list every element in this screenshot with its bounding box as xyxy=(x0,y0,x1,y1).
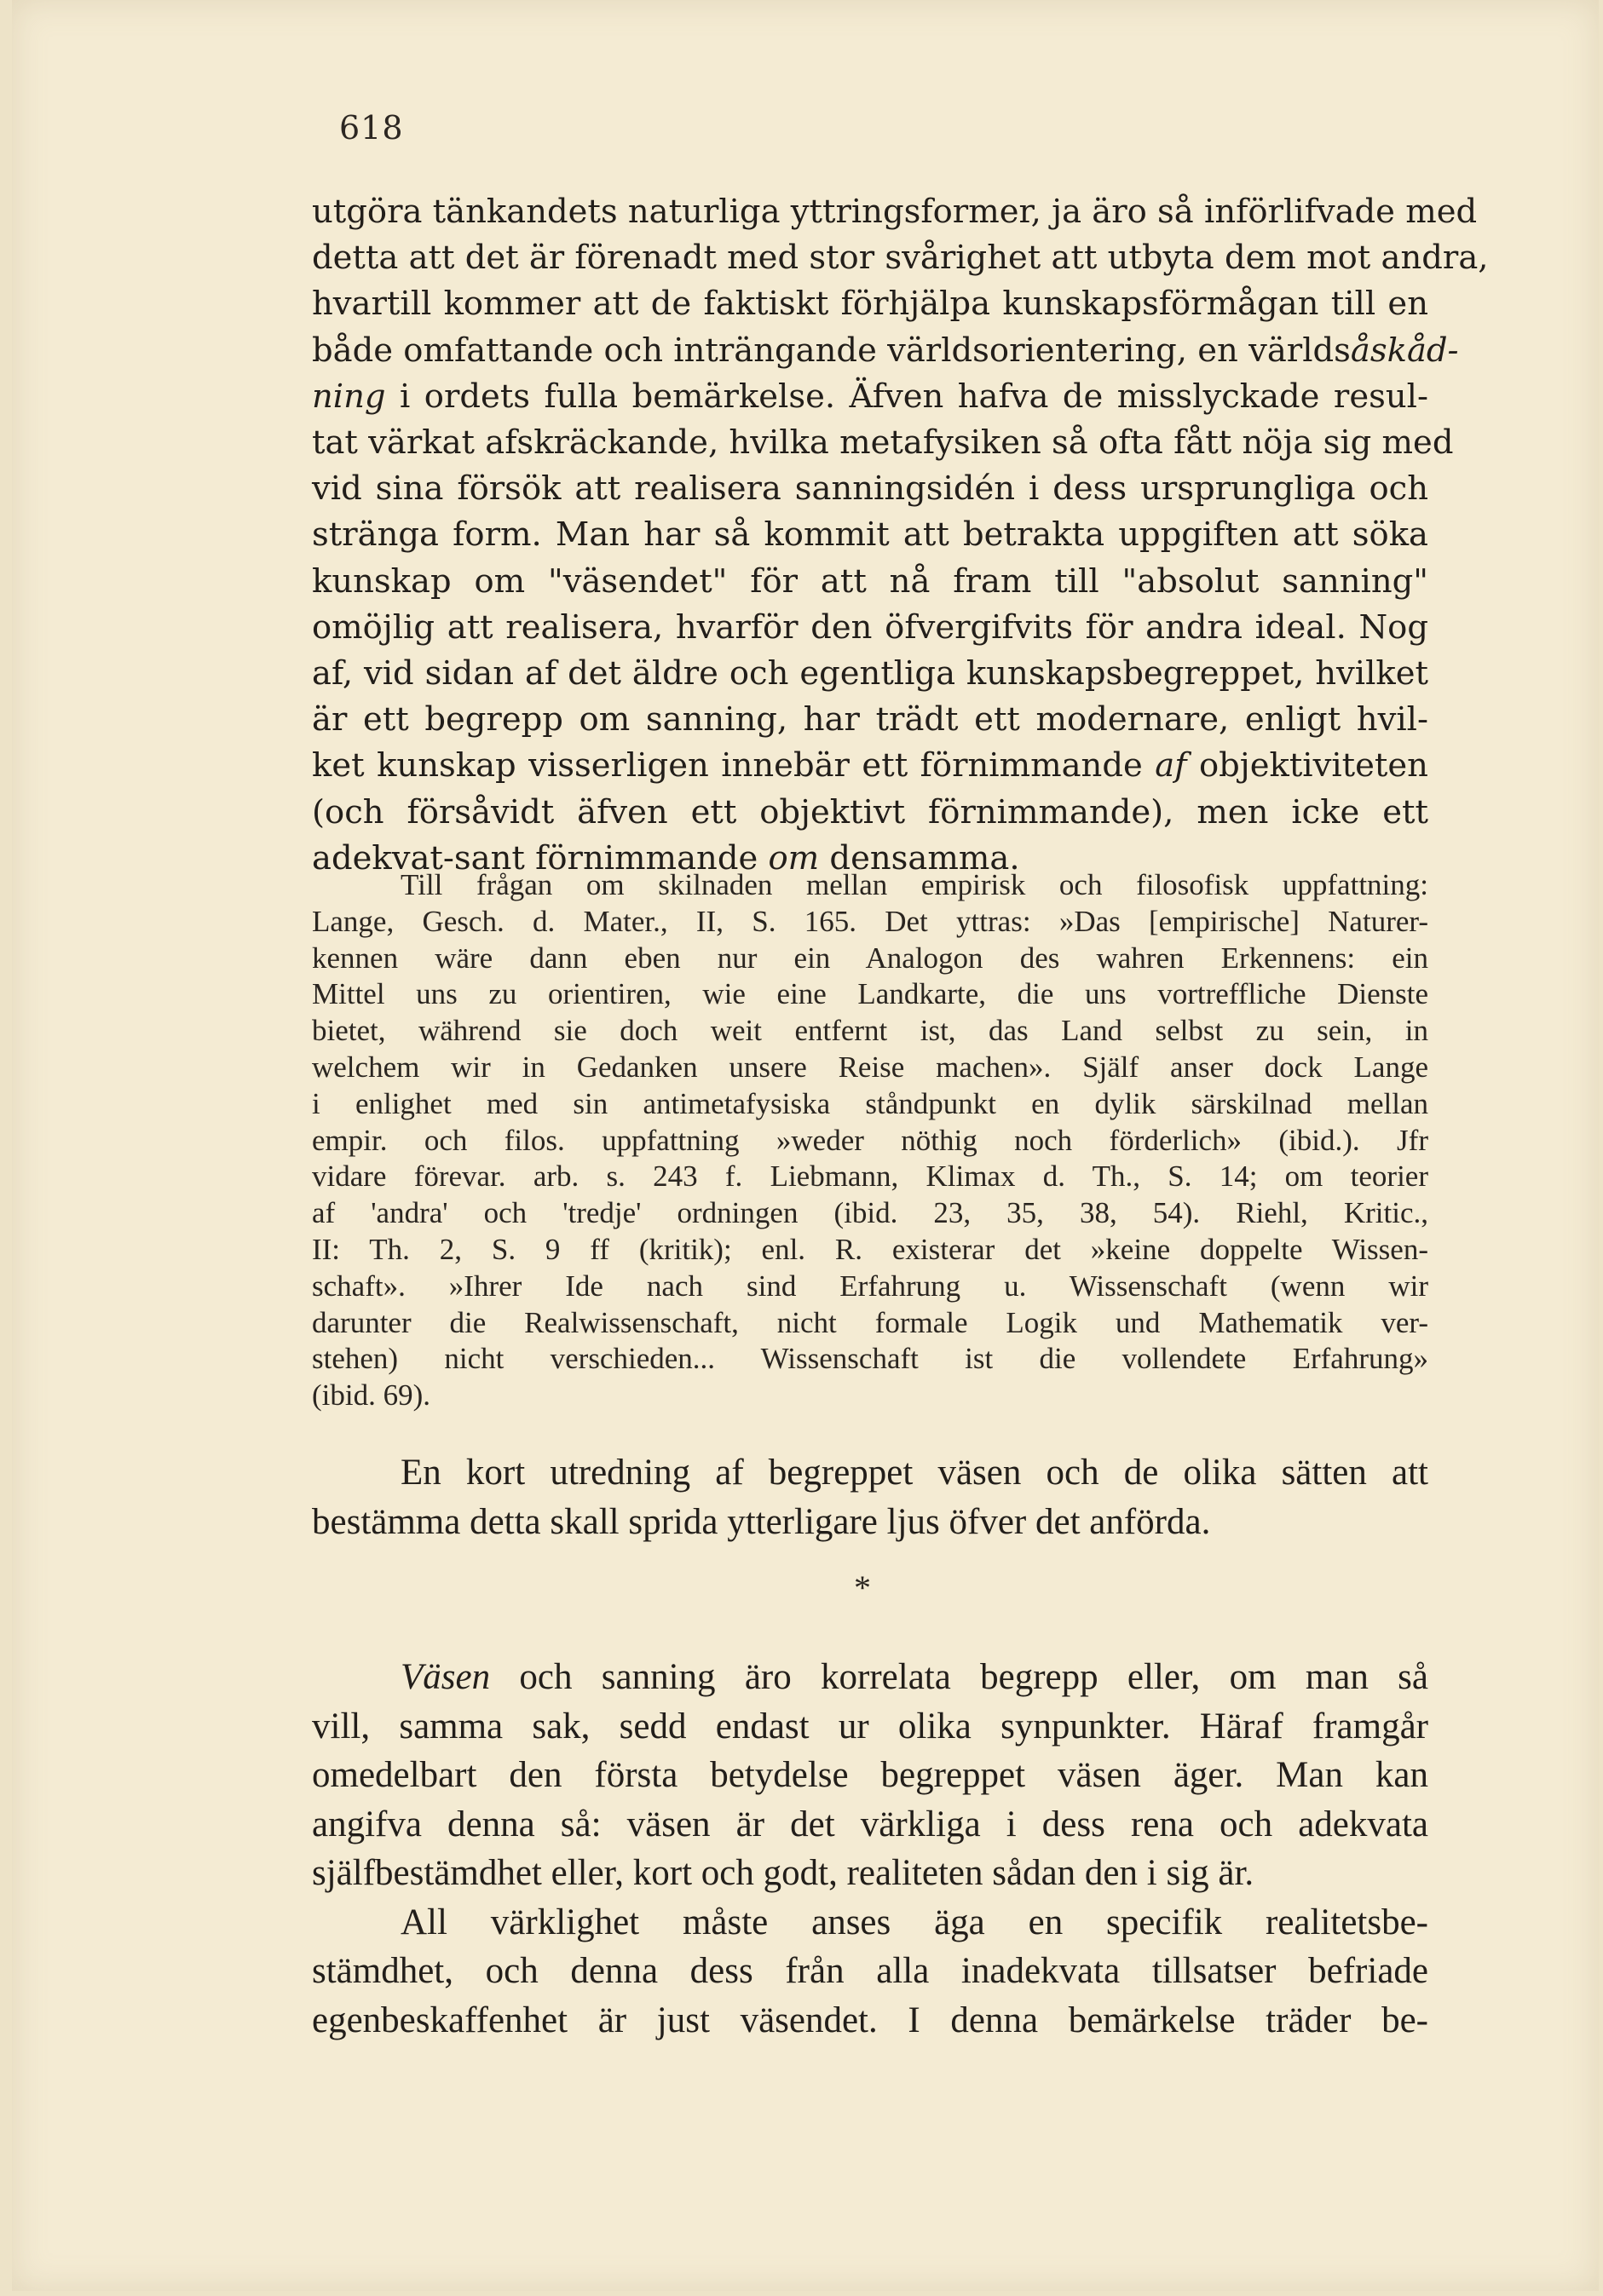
text-line xyxy=(312,374,1428,420)
note-line: schaft». »Ihrer Ide nach sind Erfahrung u. Wissenschaft (wenn wir xyxy=(312,1269,1428,1303)
text-line: af, vid sidan af det äldre och egentliga kunskapsbegreppet, hvilket xyxy=(312,654,1428,693)
text-line: utgöra tänkandets naturliga yttringsformer, ja äro så införlifvade med xyxy=(312,193,1478,231)
note-line: bietet, während sie doch weit entfernt ist, das Land selbst zu sein, in xyxy=(312,1014,1428,1048)
italic-fragment: om xyxy=(768,838,820,878)
note-line: Till frågan om skilnaden mellan empirisk och filosofisk uppfattning: xyxy=(401,868,1428,901)
note-line: empir. och filos. uppfattning »weder nöthig noch förderlich» (ibid.). Jfr xyxy=(312,1123,1428,1157)
text-line xyxy=(312,1653,1428,1702)
text-fragment: adekvat-sant förnimmande xyxy=(312,838,769,878)
footnote-block xyxy=(312,867,1428,1414)
italic-fragment: Väsen xyxy=(401,1657,491,1697)
text-fragment: densamma. xyxy=(819,838,1020,878)
italic-fragment: af xyxy=(1155,746,1187,785)
text-line: hvartill kommer att de faktiskt förhjälpa kunskapsförmågan till en xyxy=(312,285,1428,324)
italic-fragment: åskåd- xyxy=(1350,331,1459,370)
text-fragment: och sanning äro korrelata begrepp eller, om man så xyxy=(490,1657,1428,1697)
text-line: stämdhet, och denna dess från alla inadekvata tillsatser befriade xyxy=(312,1951,1428,1991)
text-line: omöjlig att realisera, hvarför den öfvergifvits för andra ideal. Nog xyxy=(312,607,1428,647)
note-line: vidare förevar. arb. s. 243 f. Liebmann, Klimax d. Th., S. 14; om teorier xyxy=(312,1160,1428,1194)
text-line: tat värkat afskräckande, hvilka metafysiken så ofta fått nöja sig med xyxy=(312,423,1454,463)
text-line: detta att det är förenadt med stor svårighet att utbyta dem mot andra, xyxy=(312,239,1489,278)
note-line: kennen wäre dann eben nur ein Analogon des wahren Erkennens: ein xyxy=(312,941,1428,975)
text-line: All värklighet måste anses äga en specifik realitetsbe- xyxy=(401,1902,1428,1942)
text-line: själfbestämdhet eller, kort och godt, realiteten sådan den i sig är. xyxy=(312,1853,1254,1893)
text-line: En kort utredning af begreppet väsen och de olika sätten att xyxy=(401,1453,1428,1493)
text-fragment: ket kunskap visserligen innebär ett förnimmande xyxy=(312,746,1156,785)
text-line: är ett begrepp om sanning, har trädt ett modernare, enligt hvil- xyxy=(312,700,1428,739)
text-line: angifva denna så: väsen är det värkliga i dess rena och adekvata xyxy=(312,1804,1428,1844)
text-fragment: i ordets fulla bemärkelse. Äfven hafva de misslyckade resul- xyxy=(385,377,1428,416)
book-page xyxy=(12,0,1599,2291)
text-fragment: både omfattande och inträngande världsorientering, en världs xyxy=(312,331,1351,370)
text-line: stränga form. Man har så kommit att betrakta uppgiften att söka xyxy=(312,515,1428,555)
note-line: II: Th. 2, S. 9 ff (kritik); enl. R. existerar det »keine doppelte Wissen- xyxy=(312,1232,1428,1266)
text-line: vid sina försök att realisera sanningsidén i dess ursprungliga och xyxy=(312,469,1428,509)
text-line: bestämma detta skall sprida ytterligare ljus öfver det anförda. xyxy=(312,1502,1211,1542)
text-line: egenbeskaffenhet är just väsendet. I denna bemärkelse träder be- xyxy=(312,2000,1428,2040)
note-line: (ibid. 69). xyxy=(312,1378,431,1413)
note-line: i enlighet med sin antimetafysiska ståndpunkt en dylik särskilnad mellan xyxy=(312,1086,1428,1120)
text-line: (och försåvidt äfven ett objektivt förnimmande), men icke ett xyxy=(312,792,1428,832)
text-line xyxy=(312,743,1428,789)
note-line: af 'andra' och 'tredje' ordningen (ibid. 23, 35, 38, 54). Riehl, Kritic., xyxy=(312,1196,1428,1230)
body-paragraph xyxy=(312,1653,1428,2045)
text-line: vill, samma sak, sedd endast ur olika synpunkter. Häraf framgår xyxy=(312,1706,1428,1746)
italic-fragment: ning xyxy=(312,377,386,416)
text-line: omedelbart den första betydelse begreppet väsen äger. Man kan xyxy=(312,1755,1428,1795)
page-number: 618 xyxy=(339,109,404,147)
text-line: kunskap om "väsendet" för att nå fram till "absolut sanning" xyxy=(312,561,1428,601)
text-line xyxy=(312,328,1459,374)
summary-paragraph xyxy=(312,1448,1428,1547)
note-line: Lange, Gesch. d. Mater., II, S. 165. Det yttras: »Das [empirische] Naturer- xyxy=(312,904,1428,938)
note-line: darunter die Realwissenschaft, nicht formale Logik und Mathematik ver- xyxy=(312,1305,1428,1339)
note-line: welchem wir in Gedanken unsere Reise machen». Själf anser dock Lange xyxy=(312,1050,1428,1084)
text-fragment: objektiviteten xyxy=(1186,746,1428,785)
note-line: Mittel uns zu orientiren, wie eine Landkarte, die uns vortreffliche Dienste xyxy=(312,977,1428,1011)
main-paragraph xyxy=(312,189,1489,882)
section-divider-asterisk: * xyxy=(854,1568,871,1607)
note-line: stehen) nicht verschieden... Wissenschaft ist die vollendete Erfahrung» xyxy=(312,1342,1428,1376)
